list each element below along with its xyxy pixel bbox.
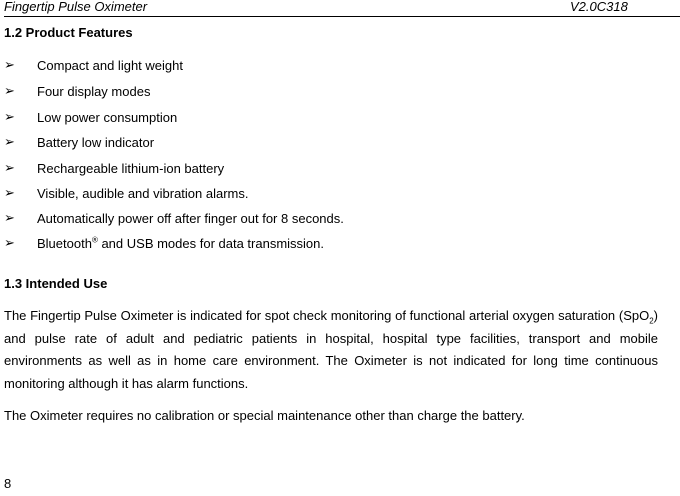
feature-text <box>37 236 324 252</box>
header-title: Fingertip Pulse Oximeter <box>4 0 148 14</box>
calibration-paragraph: The Oximeter requires no calibration or special maintenance other than charge the battery. <box>4 408 525 423</box>
bullet-arrow-icon: ➢ <box>4 135 15 150</box>
page-number: 8 <box>4 476 12 491</box>
bullet-arrow-icon: ➢ <box>4 236 15 251</box>
paragraph-part-1: The Fingertip Pulse Oximeter is indicated for spot check monitoring of functional arterial oxygen saturation (SpO <box>4 308 650 323</box>
bluetooth-suffix: and USB modes for data transmission. <box>97 236 325 251</box>
bullet-arrow-icon: ➢ <box>4 161 15 176</box>
intended-use-paragraph <box>4 305 658 395</box>
bluetooth-label: Bluetooth <box>37 236 92 251</box>
paragraph-part-2: ) and pulse rate of adult and pediatric patients in hospital, hospital type facilities, transport and mobile environments as well as in home care environment. The Oximeter is not indicated for long time continuous monitoring although it has alarm functions. <box>4 308 658 391</box>
product-features-heading: 1.2 Product Features <box>4 25 133 40</box>
bullet-arrow-icon: ➢ <box>4 58 15 73</box>
feature-text: Compact and light weight <box>37 58 183 73</box>
bullet-arrow-icon: ➢ <box>4 186 15 201</box>
bullet-arrow-icon: ➢ <box>4 211 15 226</box>
bullet-arrow-icon: ➢ <box>4 84 15 99</box>
registered-mark: ® <box>91 235 98 245</box>
feature-text: Low power consumption <box>37 110 178 125</box>
feature-text: Rechargeable lithium-ion battery <box>37 161 225 176</box>
header-version: V2.0C318 <box>570 0 628 14</box>
intended-use-heading: 1.3 Intended Use <box>4 276 108 291</box>
feature-text: Battery low indicator <box>37 135 155 150</box>
feature-text: Visible, audible and vibration alarms. <box>37 186 249 201</box>
page-header <box>4 0 680 17</box>
spo2-subscript: 2 <box>649 316 654 326</box>
bullet-arrow-icon: ➢ <box>4 110 15 125</box>
feature-text: Automatically power off after finger out for 8 seconds. <box>37 211 344 226</box>
feature-text: Four display modes <box>37 84 151 99</box>
